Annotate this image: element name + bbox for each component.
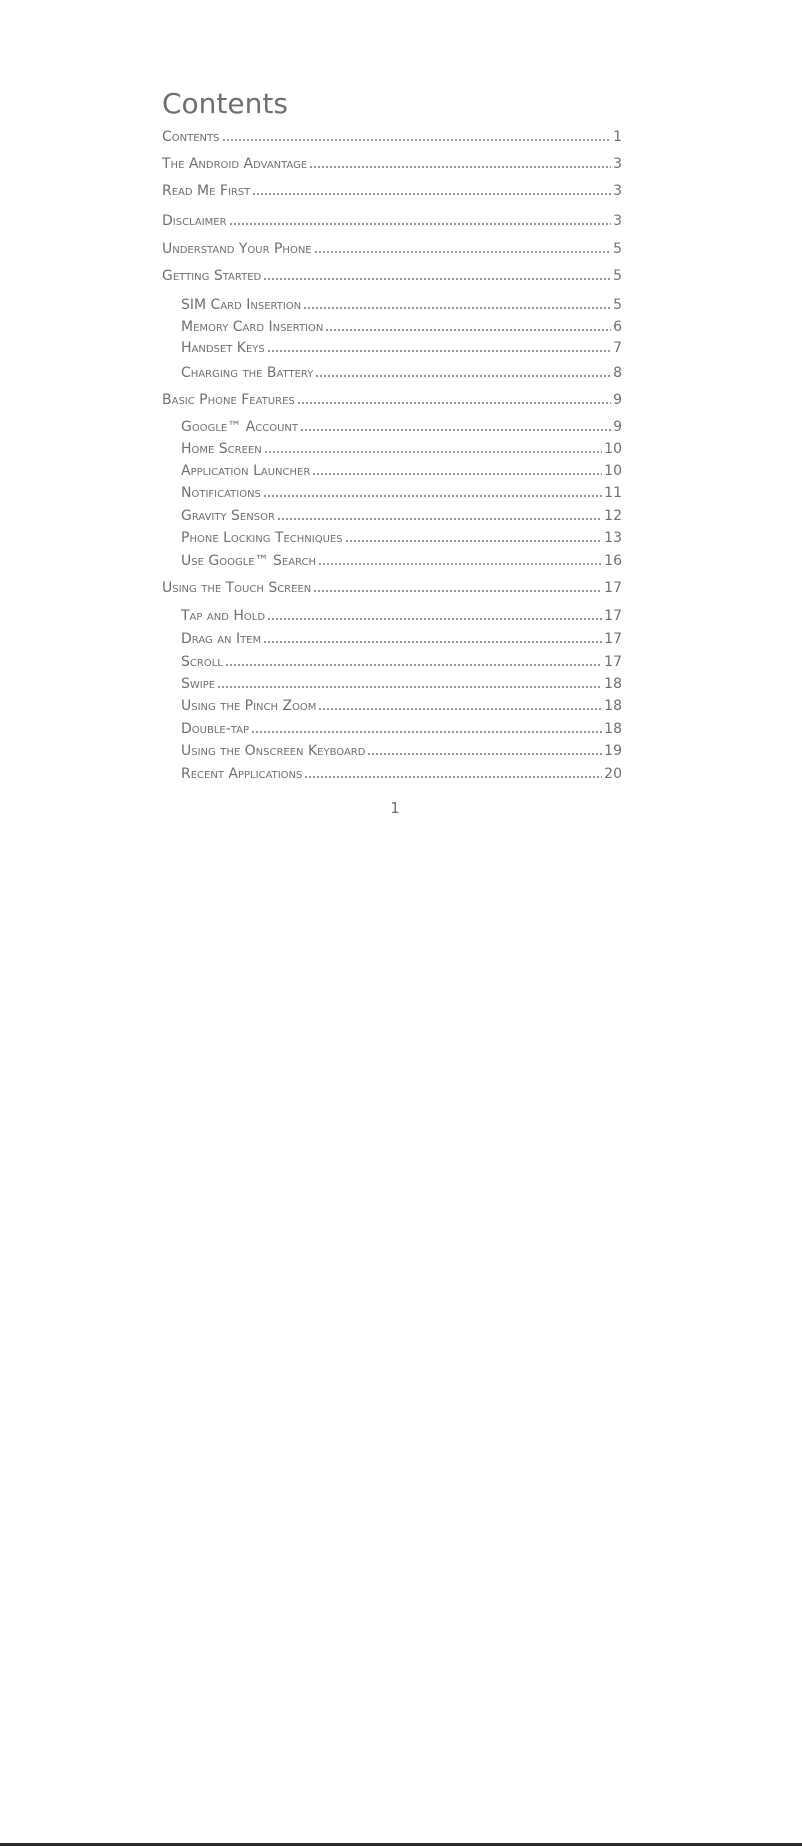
toc-entry[interactable] <box>181 525 622 547</box>
toc-dot-leader <box>297 401 611 405</box>
toc-dot-leader <box>303 306 611 310</box>
toc-entry-page: 16 <box>604 553 622 569</box>
toc-dot-leader <box>304 775 602 779</box>
toc-dot-leader <box>267 617 602 621</box>
toc-entry[interactable] <box>181 738 622 760</box>
toc-entry-page: 3 <box>613 213 622 229</box>
toc-entry[interactable] <box>162 263 622 285</box>
toc-entry-label: Phone Locking Techniques <box>181 530 343 546</box>
toc-entry[interactable] <box>181 458 622 480</box>
toc-dot-leader <box>318 562 602 566</box>
toc-dot-leader <box>315 374 611 378</box>
toc-entry-label: Gravity Sensor <box>181 508 275 524</box>
toc-entry-page: 20 <box>604 766 622 782</box>
toc-entry[interactable] <box>181 360 622 382</box>
toc-entry[interactable] <box>181 716 622 738</box>
toc-entry-page: 10 <box>604 463 622 479</box>
toc-entry[interactable] <box>162 575 622 597</box>
toc-entry[interactable] <box>162 151 622 173</box>
toc-entry-page: 6 <box>613 319 622 335</box>
toc-dot-leader <box>367 752 602 756</box>
toc-entry-page: 18 <box>604 698 622 714</box>
toc-entry-page: 18 <box>604 676 622 692</box>
toc-entry[interactable] <box>162 124 622 146</box>
toc-entry[interactable] <box>181 335 622 357</box>
toc-entry-label: SIM Card Insertion <box>181 297 302 313</box>
toc-dot-leader <box>263 277 611 281</box>
toc-entry-label: Swipe <box>181 676 216 692</box>
toc-dot-leader <box>277 517 602 521</box>
toc-dot-leader <box>309 165 611 169</box>
toc-dot-leader <box>267 349 611 353</box>
toc-entry-label: Memory Card Insertion <box>181 319 324 335</box>
toc-entry-page: 19 <box>604 743 622 759</box>
toc-entry-page: 5 <box>613 241 622 257</box>
toc-entry-page: 17 <box>604 580 622 596</box>
toc-entry[interactable] <box>181 603 622 625</box>
toc-dot-leader <box>263 494 602 498</box>
toc-entry[interactable] <box>162 178 622 200</box>
toc-entry-page: 11 <box>604 485 622 501</box>
toc-dot-leader <box>312 472 602 476</box>
toc-entry-label: Scroll <box>181 654 223 670</box>
toc-entry[interactable] <box>181 292 622 314</box>
toc-entry-page: 7 <box>613 340 622 356</box>
toc-entry-label: Google™ Account <box>181 419 299 435</box>
toc-dot-leader <box>300 428 611 432</box>
toc-entry-page: 1 <box>613 129 622 145</box>
toc-dot-leader <box>222 138 612 142</box>
toc-entry[interactable] <box>162 387 622 409</box>
toc-dot-leader <box>313 589 602 593</box>
toc-entry-label: Use Google™ Search <box>181 553 317 569</box>
toc-entry-label: Using the Onscreen Keyboard <box>181 743 366 759</box>
toc-entry-label: The Android Advantage <box>162 156 308 172</box>
toc-dot-leader <box>325 328 611 332</box>
toc-entry[interactable] <box>181 503 622 525</box>
toc-entry-page: 5 <box>613 297 622 313</box>
toc-entry[interactable] <box>181 693 622 715</box>
toc-entry-page: 12 <box>604 508 622 524</box>
toc-entry[interactable] <box>181 414 622 436</box>
toc-entry-label: Application Launcher <box>181 463 311 479</box>
toc-entry-label: Home Screen <box>181 441 262 457</box>
toc-entry-page: 18 <box>604 721 622 737</box>
toc-entry-label: Using the Pinch Zoom <box>181 698 317 714</box>
toc-entry-label: Read Me First <box>162 183 251 199</box>
toc-entry-label: Basic Phone Features <box>162 392 295 408</box>
toc-dot-leader <box>318 707 602 711</box>
toc-entry-page: 17 <box>604 608 622 624</box>
toc-dot-leader <box>314 250 611 254</box>
toc-entry-label: Drag an Item <box>181 631 262 647</box>
toc-entry-page: 9 <box>613 419 622 435</box>
toc-dot-leader <box>252 192 611 196</box>
toc-entry[interactable] <box>181 436 622 458</box>
toc-entry-page: 17 <box>604 654 622 670</box>
toc-entry-page: 13 <box>604 530 622 546</box>
toc-entry[interactable] <box>181 548 622 570</box>
toc-entry-label: Getting Started <box>162 268 262 284</box>
toc-entry-page: 5 <box>613 268 622 284</box>
toc-entry-label: Contents <box>162 129 220 145</box>
toc-dot-leader <box>229 222 612 226</box>
toc-dot-leader <box>225 663 602 667</box>
toc-entry-page: 17 <box>604 631 622 647</box>
toc-entry[interactable] <box>181 314 622 336</box>
toc-entry-label: Using the Touch Screen <box>162 580 312 596</box>
page-title: Contents <box>162 87 288 120</box>
toc-dot-leader <box>251 730 602 734</box>
toc-entry[interactable] <box>162 236 622 258</box>
toc-dot-leader <box>345 539 603 543</box>
toc-entry-label: Charging the Battery <box>181 365 314 381</box>
toc-entry[interactable] <box>181 649 622 671</box>
toc-entry[interactable] <box>181 480 622 502</box>
page-number: 1 <box>390 799 400 817</box>
toc-dot-leader <box>264 450 602 454</box>
toc-entry-page: 10 <box>604 441 622 457</box>
table-of-contents <box>0 0 802 830</box>
toc-entry-page: 9 <box>613 392 622 408</box>
toc-dot-leader <box>217 685 602 689</box>
toc-entry-label: Double-tap <box>181 721 249 737</box>
toc-entry[interactable] <box>181 626 622 648</box>
toc-entry-label: Notifications <box>181 485 261 501</box>
toc-entry[interactable] <box>162 208 622 230</box>
toc-dot-leader <box>263 640 602 644</box>
toc-entry-page: 3 <box>613 156 622 172</box>
toc-entry-label: Tap and Hold <box>181 608 266 624</box>
toc-entry-label: Handset Keys <box>181 340 265 356</box>
toc-entry-label: Disclaimer <box>162 213 227 229</box>
toc-entry[interactable] <box>181 671 622 693</box>
toc-entry-label: Understand Your Phone <box>162 241 312 257</box>
toc-entry-page: 3 <box>613 183 622 199</box>
toc-entry-label: Recent Applications <box>181 766 303 782</box>
toc-entry[interactable] <box>181 761 622 783</box>
toc-entry-page: 8 <box>613 365 622 381</box>
